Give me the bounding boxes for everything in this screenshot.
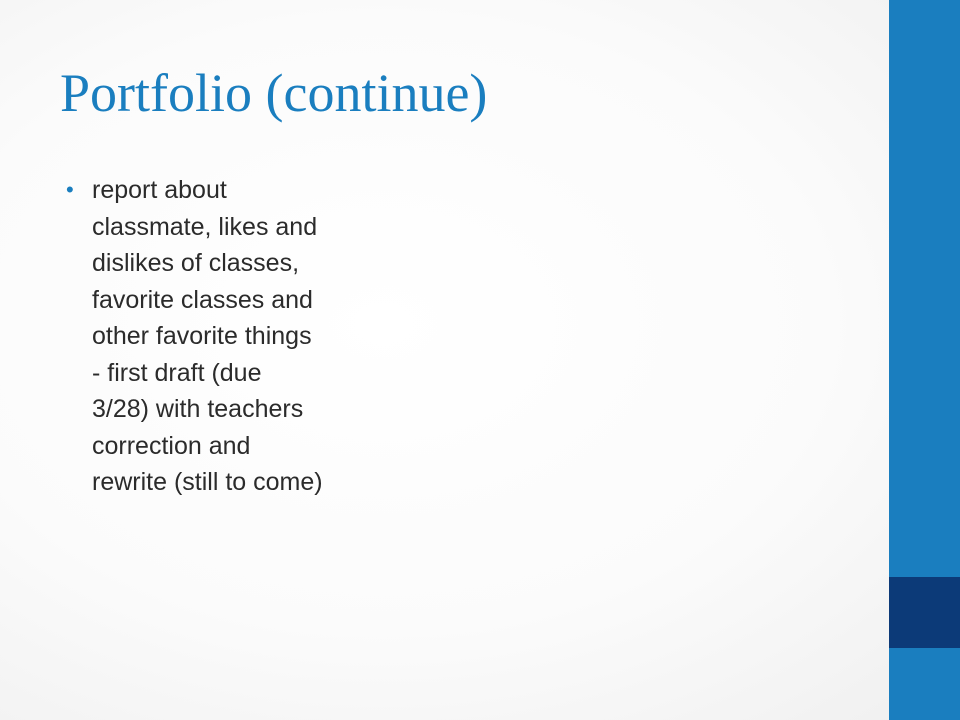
slide-title: Portfolio (continue) (60, 63, 488, 123)
bullet-dot-icon: • (66, 177, 74, 202)
bullet-text-line: classmate, likes and (92, 212, 318, 241)
bullet-text-line: dislikes of classes, (92, 249, 300, 277)
bullet-text-line: correction and (92, 431, 251, 460)
bullet-item (66, 172, 416, 501)
bullet-text-line: favorite classes and (92, 285, 313, 314)
bullet-text-line: 3/28) with teachers (92, 395, 304, 423)
decorative-side-bar-block (889, 577, 960, 648)
bullet-text-line: other favorite things (92, 322, 312, 350)
decorative-side-bar (889, 0, 960, 720)
bullet-text-line: - first draft (due (92, 358, 262, 387)
bullet-list (66, 172, 416, 501)
bullet-text-line: report about (92, 176, 227, 204)
bullet-text-line: rewrite (still to come) (92, 468, 323, 496)
